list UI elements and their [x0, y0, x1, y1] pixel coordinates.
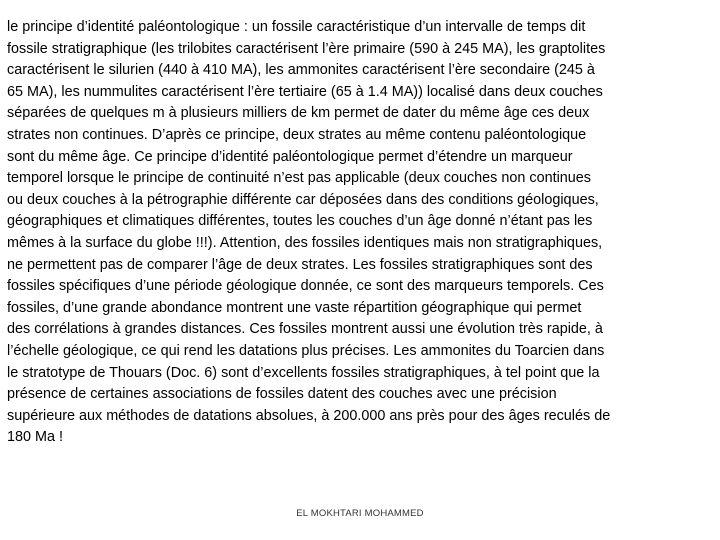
paragraph-line: strates non continues. D’après ce principe, deux strates au même contenu paléontologique: [7, 126, 587, 143]
paragraph-line: géographiques et climatiques différentes, toutes les couches d’un âge donné n’étant pas les: [7, 213, 593, 230]
paragraph-line: le stratotype de Thouars (Doc. 6) sont d’excellents fossiles stratigraphiques, à tel point que la: [7, 364, 600, 381]
footer-author: EL MOKHTARI MOHAMMED: [296, 508, 424, 519]
paragraph-line: sont du même âge. Ce principe d’identité paléontologique permet d’étendre un marqueur: [7, 148, 573, 165]
paragraph-line: caractérisent le silurien (440 à 410 MA), les ammonites caractérisent l’ère secondaire (245 à: [7, 62, 595, 79]
paragraph-line: mêmes à la surface du globe !!!). Attention, des fossiles identiques mais non stratigraphiques,: [7, 234, 603, 251]
paragraph-line: 180 Ma !: [7, 429, 63, 446]
paragraph-line: fossiles spécifiques d’une période géologique donnée, ce sont des marqueurs temporels. Ces: [7, 278, 604, 295]
paragraph-line: séparées de quelques m à plusieurs milliers de km permet de dater du même âge ces deux: [7, 105, 590, 122]
paragraph-line: des corrélations à grandes distances. Ces fossiles montrent aussi une évolution très rapide, à: [7, 321, 603, 338]
paragraph-line: le principe d’identité paléontologique : un fossile caractéristique d’un intervalle de temps dit: [7, 19, 586, 35]
body-paragraph: [7, 17, 697, 449]
paragraph-line: supérieure aux méthodes de datations absolues, à 200.000 ans près pour des âges reculés de: [7, 407, 611, 424]
paragraph-line: 65 MA), les nummulites caractérisent l’ère tertiaire (65 à 1.4 MA)) localisé dans deux couches: [7, 83, 603, 100]
paragraph-line: présence de certaines associations de fossiles datent des couches avec une précision: [7, 386, 557, 403]
paragraph-line: ou deux couches à la pétrographie différente car déposées dans des conditions géologiques,: [7, 191, 599, 208]
paragraph-line: l’échelle géologique, ce qui rend les datations plus précises. Les ammonites du Toarcien dans: [7, 342, 605, 359]
paragraph-line: ne permettent pas de comparer l’âge de deux strates. Les fossiles stratigraphiques sont des: [7, 256, 593, 273]
paragraph-line: fossile stratigraphique (les trilobites caractérisent l’ère primaire (590 à 245 MA), les graptolites: [7, 40, 606, 57]
paragraph-line: fossiles, d’une grande abondance montrent une vaste répartition géographique qui permet: [7, 299, 582, 316]
paragraph-line: temporel lorsque le principe de continuité n’est pas applicable (deux couches non continues: [7, 170, 591, 187]
